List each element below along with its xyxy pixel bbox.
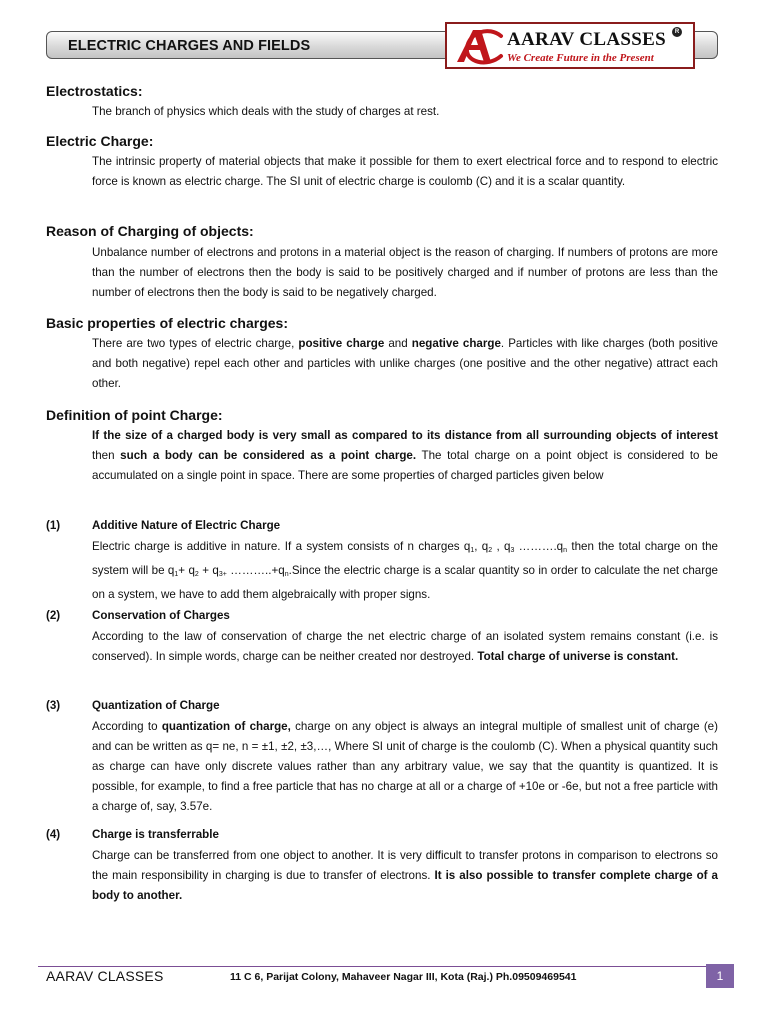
heading-basic-properties: Basic properties of electric charges: <box>46 315 288 331</box>
reason-text: Unbalance number of electrons and protons in a material object is the reason of charging. If numbers of protons are more than the number of electrons then the body is said to be positively charged and if number of protons are less than the number of electrons then the body is said to be negatively charged. <box>92 246 718 299</box>
point-charge-text: If the size of a charged body is very small as compared to its distance from all surrounding objects of interest then such a body can be considered as a point charge. The total charge on a point object is considered to be accumulated on a single point in space. There are some properties of charged particles given below <box>92 429 718 482</box>
property-number: (2) <box>46 609 61 622</box>
property-title: Conservation of Charges <box>92 609 230 622</box>
basic-properties-text: There are two types of electric charge, positive charge and negative charge. Particles with like charges (both positive and both negative) repel each other and particles with unlike charges (one positive and the other negative) attract each other. <box>92 337 719 390</box>
property-title: Additive Nature of Electric Charge <box>92 519 281 532</box>
footer-address: 11 C 6, Parijat Colony, Mahaveer Nagar III, Kota (Raj.) Ph.09509469541 <box>230 971 577 983</box>
property-title: Charge is transferrable <box>92 828 219 841</box>
property-text: According to the law of conservation of charge the net electric charge of an isolated system remains constant (i.e. is conserved). In simple words, charge can be neither created nor destroyed. Total charge of universe is constant. <box>92 630 718 663</box>
heading-reason-of-charging: Reason of Charging of objects: <box>46 223 254 239</box>
heading-electric-charge: Electric Charge: <box>46 133 154 149</box>
electric-charge-text: The intrinsic property of material objects that make it possible for them to exert electrical force and to respond to electric force is known as electric charge. The SI unit of electric charge is coulomb (C) and it is a scalar quantity. <box>92 155 718 188</box>
property-number: (1) <box>46 519 61 532</box>
page-number: 1 <box>706 964 734 988</box>
footer-brand: AARAV CLASSES <box>46 968 164 984</box>
property-number: (3) <box>46 699 61 712</box>
property-title: Quantization of Charge <box>92 699 220 712</box>
property-number: (4) <box>46 828 61 841</box>
footer-divider <box>38 966 734 967</box>
property-text: Electric charge is additive in nature. If a system consists of n charges $q_1$, $q_2$ , $q_3$ $\dots\dots\dots.q_n$ then the total charge on the system will be $q_1+ q_2 + q_{3+}$ $\dots\dots\dots..+q_n.Since$ the electric charge is a scalar quantity so in order to calculate the net charge on a system, we have to add them algebraically with proper signs. <box>92 540 719 601</box>
page-title: ELECTRIC CHARGES AND FIELDS <box>68 38 311 54</box>
property-text: According to quantization of charge, charge on any object is always an integral multiple of smallest unit of charge (e) and can be written as q= ne, n = ±1, ±2, ±3,…, Where SI unit of charge is the coulomb (C). When a physical quantity such as charge can have only discrete values rather than any arbitrary value, we say that the quantity is quantized. It is possible, for example, to find a free particle that has no charge at all or a charge of +10e or -6e, but not a free particle with a charge of, say, 3.57e. <box>92 720 718 813</box>
logo-name: AARAV CLASSES <box>507 29 666 50</box>
registered-mark-icon: R <box>672 27 682 37</box>
logo-mark-icon <box>451 26 507 66</box>
heading-electrostatics: Electrostatics: <box>46 83 143 99</box>
electrostatics-text: The branch of physics which deals with the study of charges at rest. <box>92 105 440 118</box>
property-text: Charge can be transferred from one object to another. It is very difficult to transfer protons in comparison to electrons so the main responsibility in charging is due to transfer of electrons. It is also possible to transfer complete charge of a body to another. <box>92 849 718 902</box>
logo <box>445 22 695 69</box>
logo-tagline: We Create Future in the Present <box>507 52 654 64</box>
heading-point-charge: Definition of point Charge: <box>46 407 223 423</box>
